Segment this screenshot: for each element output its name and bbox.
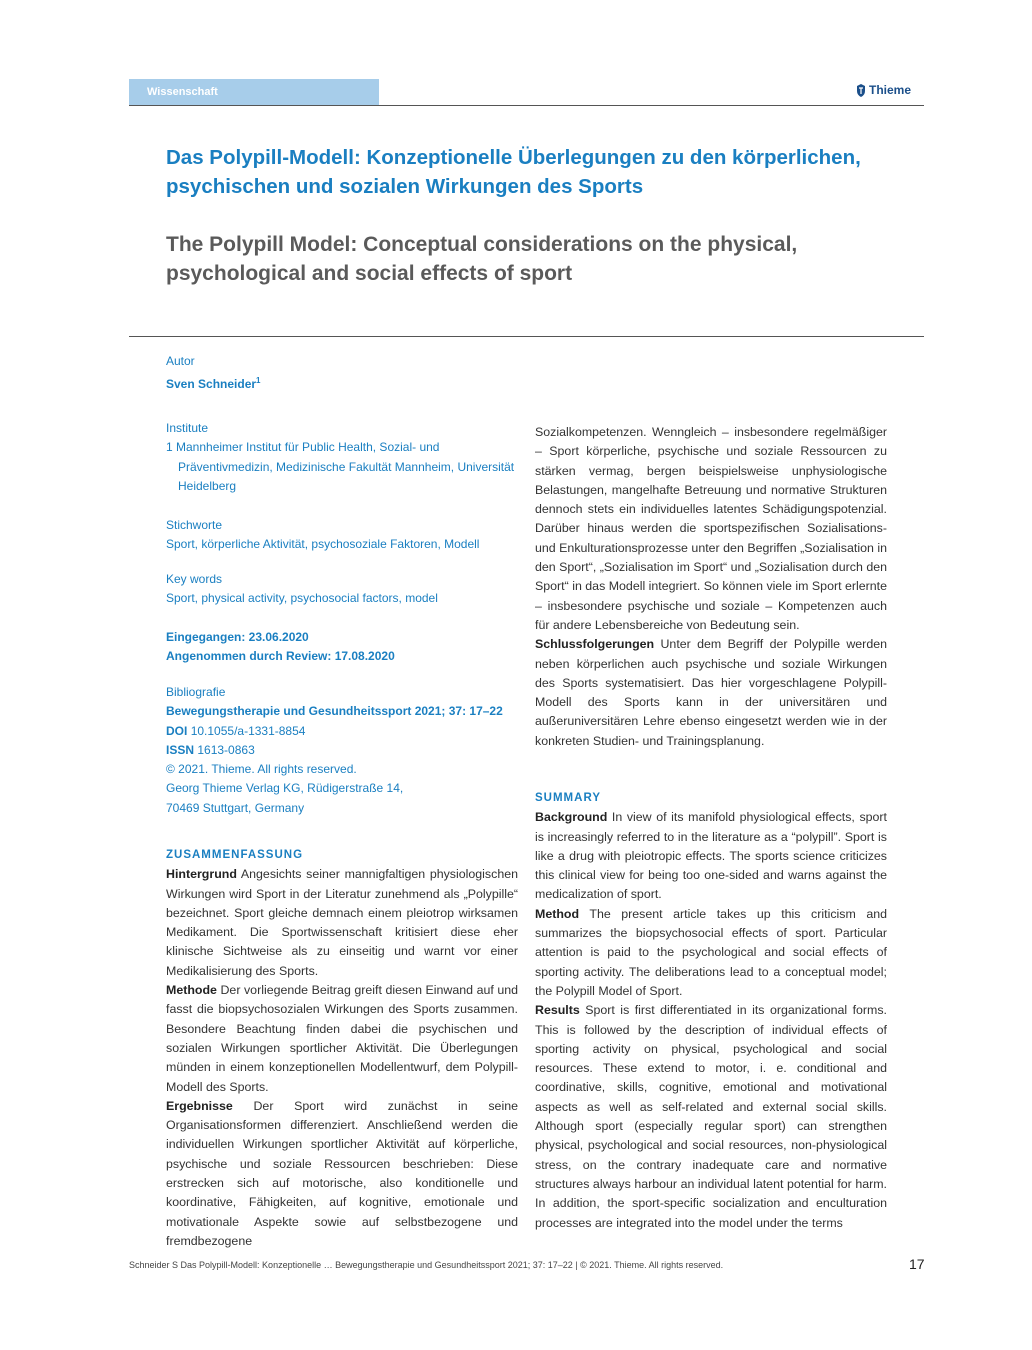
footer-citation: Schneider S Das Polypill-Modell: Konzeptionelle … Bewegungstherapie und Gesundheitssport 2021; 37: 17–22 | © 2021. Thieme. All rights reserved. bbox=[129, 1260, 724, 1270]
header-rule bbox=[129, 105, 924, 106]
publisher-address-1: Georg Thieme Verlag KG, Rüdigerstraße 14, bbox=[166, 781, 404, 796]
hintergrund-paragraph: Hintergrund Angesichts seiner mannigfaltigen physiologischen Wirkungen wird Sport in der Literatur zunehmend als „Polypille“ bezeichnet. Sport gleiche demnach einem pleiotrop wirksamen Medikament. Die Sportwissenschaft kritisiert diese eher klinische Sichtweise als zu einseitig und warnt vor einer Medikalisierung des Sports. bbox=[166, 867, 518, 978]
right-column bbox=[535, 423, 887, 751]
institute-block bbox=[166, 419, 518, 496]
title-english: The Polypill Model: Conceptual considerations on the physical, psychological and social effects of sport bbox=[166, 233, 798, 285]
title-rule bbox=[129, 336, 924, 337]
stichworte-text: Sport, körperliche Aktivität, psychosoziale Faktoren, Modell bbox=[166, 537, 480, 552]
thieme-logo-icon bbox=[856, 84, 866, 97]
received-date: Eingegangen: 23.06.2020 bbox=[166, 630, 309, 644]
bib-label: Bibliografie bbox=[166, 685, 226, 699]
doi-link[interactable]: 10.1055/a-1331-8854 bbox=[190, 723, 306, 738]
results-paragraph: Results Sport is first differentiated in its organizational forms. This is followed by the description of individual effects of sporting activity on physical, psychological and social resources. These extend to motor, i. e. conditional and coordinative, skills, cognitive, emotional and motivational aspects as well as self-related and external social skills. Although sport (especially regular sport) can strengthen physical, psychological and social resources, non-physiological stress, on the contrary inadequate care and normative structures always harbour an individual latent potential for harm. In addition, the sport-specific socialization and enculturation processes are integrated into the model under the terms bbox=[535, 1003, 887, 1230]
stichworte-label: Stichworte bbox=[166, 518, 223, 532]
author-label: Autor bbox=[166, 354, 195, 368]
keywords-block bbox=[166, 570, 526, 609]
author-block bbox=[166, 352, 526, 395]
bibliography-block bbox=[166, 683, 526, 818]
schluss-paragraph: Schlussfolgerungen Unter dem Begriff der Polypille werden neben körperlichen auch psychische und soziale Wirkungen des Sports systematisiert. Das hier vorgeschlagene Polypill-Modell des Sports kann in der universitären und außeruniversitären Lehre ebenso eingesetzt werden wie in der konkreten Studien- und Trainingsplanung. bbox=[535, 637, 887, 748]
publisher-brand bbox=[856, 83, 911, 97]
journal-citation: Bewegungstherapie und Gesundheitssport 2021; 37: 17–22 bbox=[166, 704, 503, 719]
issn-line: ISSN 1613-0863 bbox=[166, 742, 255, 757]
zusammenfassung-section bbox=[166, 846, 518, 1251]
keywords-text: Sport, physical activity, psychosocial factors, model bbox=[166, 591, 438, 606]
accepted-date: Angenommen durch Review: 17.08.2020 bbox=[166, 649, 395, 664]
keywords-label: Key words bbox=[166, 572, 223, 586]
ergebnisse-paragraph: Ergebnisse Der Sport wird zunächst in seine Organisationsformen differenziert. Anschließend werden die individuellen Wirkungen sportlicher Aktivität auf körperliche, psychische und soziale Ressourcen beschrieben: Diese erstrecken sich auf motorische, also konditionelle und koordinative, Fähigkeiten, auf kognitive, emotionale und motivationale Aspekte sowie auf selbstbezogene und fremdbezogene bbox=[166, 1098, 518, 1248]
author-name: Sven Schneider$^1$ bbox=[166, 376, 261, 392]
dates-block bbox=[166, 628, 526, 667]
brand-name: Thieme bbox=[868, 83, 911, 97]
ergebnisse-continued: Sozialkompetenzen. Wenngleich – insbesondere regelmäßiger – Sport körperliche, psychische und soziale Ressourcen zu stärken vermag, bergen beispielsweise unphysiologische Belastungen, mangelhafte Betreuung und normative Strukturen dennoch stets ein individuelles latentes Schädigungspotenzial. Darüber hinaus werden die sportspezifischen Sozialisations- und Enkulturationsprozesse unter den Begriffen „Sozialisation in den Sport“, „Sozialisation im Sport“ und „Sozialisation durch den Sport“ in das Modell integriert. So können viele im Sport erlernte – insbesondere psychische und soziale – Kompetenzen auch für andere Lebensbereiche von Bedeutung sein. bbox=[535, 425, 887, 632]
page-number: 17 bbox=[909, 1256, 925, 1272]
doi-line: DOI 10.1055/a-1331-8854 bbox=[166, 723, 306, 738]
background-paragraph: Background In view of its manifold physiological effects, sport is increasingly referred to in the literature as a “polypill”. Sport is like a drug with pleiotropic effects. The sports science criticizes this clinical view for being too one-sided and warns against the medicalization of sport. bbox=[535, 810, 887, 902]
institute-text: 1 Mannheimer Institut für Public Health, Sozial- und Präventivmedizin, Medizinische Fakultät Mannheim, Universität Heidelberg bbox=[166, 440, 515, 493]
zusammenfassung-heading: ZUSAMMENFASSUNG bbox=[166, 849, 304, 861]
stichworte-block bbox=[166, 516, 526, 555]
publisher-address-2: 70469 Stuttgart, Germany bbox=[166, 800, 305, 815]
method-paragraph: Method The present article takes up this criticism and summarizes the biopsychosocial effects of sport. Particular attention is paid to the psychological and social effects of sporting activity. The deliberations lead to a conceptual model; the Polypill Model of Sport. bbox=[535, 906, 888, 998]
methode-paragraph: Methode Der vorliegende Beitrag greift diesen Einwand auf und fasst die biopsychosozialen Wirkungen des Sports zusammen. Besondere Beachtung finden dabei die psychischen und sozialen Wirkungen sportlicher Aktivität. Die Überlegungen münden in einem konzeptionellen Modellentwurf, dem Polypill-Modell des Sports. bbox=[166, 983, 519, 1094]
title-german: Das Polypill-Modell: Konzeptionelle Überlegungen zu den körperlichen, psychischen und sozialen Wirkungen des Sports bbox=[166, 146, 861, 198]
institute-label: Institute bbox=[166, 421, 209, 435]
summary-section bbox=[535, 789, 887, 1233]
section-tab: Wissenschaft bbox=[129, 79, 379, 105]
copyright: © 2021. Thieme. All rights reserved. bbox=[166, 762, 357, 777]
summary-heading: SUMMARY bbox=[535, 792, 601, 804]
